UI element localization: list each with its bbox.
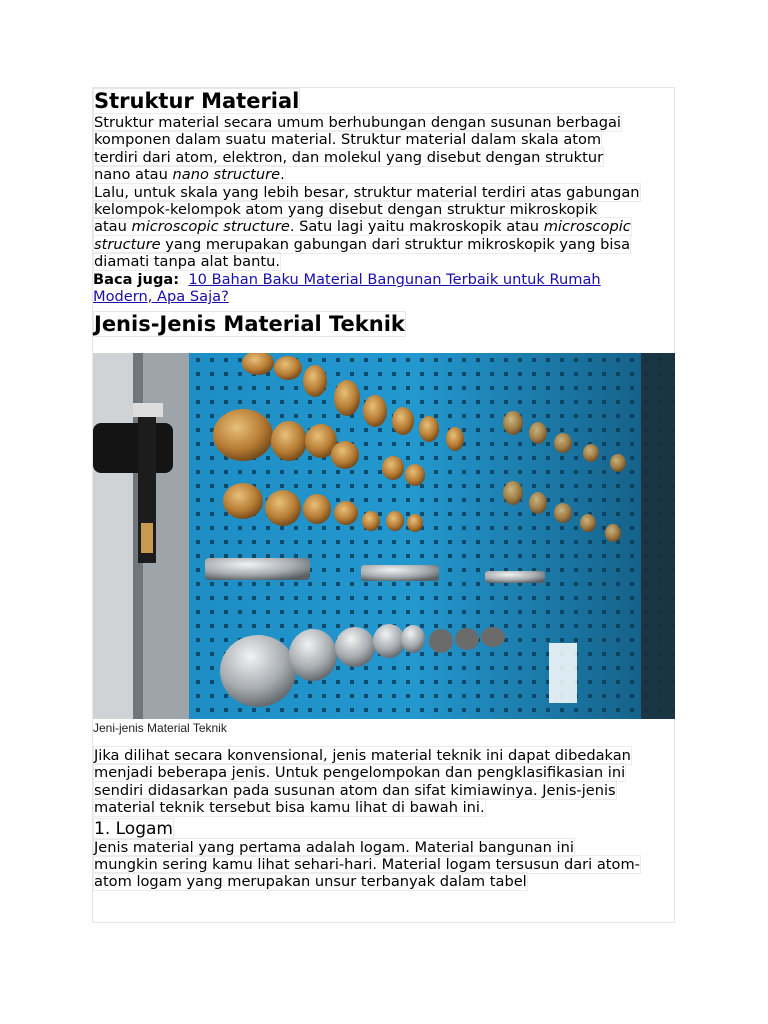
read-also-link-line2: Modern, Apa Saja? — [93, 288, 229, 306]
intro-line-4-suffix: . — [280, 166, 285, 184]
subheading-logam — [93, 819, 675, 839]
scale-line-3 — [93, 217, 632, 236]
intro-line-2: komponen dalam suatu material. Struktur material dalam skala atom — [94, 131, 602, 149]
image-caption: Jeni-jenis Material Teknik — [93, 721, 227, 735]
page-title — [93, 88, 675, 114]
pegboard-photo — [93, 353, 675, 719]
scale-line-1: Lalu, untuk skala yang lebih besar, struktur material terdiri atas gabungan — [94, 183, 640, 201]
types-line-2: menjadi beberapa jenis. Untuk pengelompokan dan pengklasifikasian ini — [94, 764, 626, 782]
logam-paragraph — [93, 839, 675, 891]
scale-line-4 — [93, 235, 631, 254]
logam-line-2: mungkin sering kamu lihat sehari-hari. Material logam tersusun dari atom- — [94, 856, 640, 874]
scale-line-3-mid: . Satu lagi yaitu makroskopik atau — [289, 218, 544, 236]
types-line-1: Jika dilihat secara konvensional, jenis material teknik ini dapat dibedakan — [94, 747, 631, 764]
intro-paragraph — [93, 114, 675, 184]
types-line-3: sendiri didasarkan pada susunan atom dan sifat kimiawinya. Jenis-jenis — [94, 781, 616, 799]
page-title-text: Struktur Material — [94, 89, 300, 113]
intro-line-1: Struktur material secara umum berhubungan dengan susunan berbagai — [94, 114, 621, 131]
article-bottom — [93, 747, 675, 891]
read-also — [93, 271, 675, 306]
types-line-4: material teknik tersebut bisa kamu lihat di bawah ini. — [94, 799, 485, 817]
scale-line-2: kelompok-kelompok atom yang disebut dengan struktur mikroskopik — [94, 201, 598, 219]
intro-line-4-prefix: nano atau — [94, 166, 173, 184]
logam-line-1: Jenis material yang pertama adalah logam. Material bangunan ini — [94, 838, 574, 856]
read-also-link-cont[interactable] — [93, 288, 229, 305]
scale-line-3-italic2: microscopic — [543, 218, 631, 236]
article-top — [93, 88, 675, 337]
section-heading-jenis-text: Jenis-Jenis Material Teknik — [94, 312, 405, 337]
read-also-link[interactable] — [188, 271, 600, 288]
scale-line-4-italic: structure — [94, 235, 161, 253]
section-heading-jenis — [93, 311, 675, 337]
scale-line-3-prefix: atau — [94, 218, 132, 236]
logam-line-3: atom logam yang merupakan unsur terbanyak dalam tabel — [94, 873, 527, 891]
read-also-label: Baca juga: — [93, 270, 180, 288]
read-also-link-line1: 10 Bahan Baku Material Bangunan Terbaik untuk Rumah — [188, 270, 601, 288]
scale-line-4-rest: yang merupakan gabungan dari struktur mikroskopik yang bisa — [160, 235, 631, 253]
intro-line-3: terdiri dari atom, elektron, dan molekul yang disebut dengan struktur — [94, 148, 604, 166]
intro-line-4 — [93, 165, 286, 184]
types-paragraph — [93, 747, 675, 817]
intro-line-4-italic: nano structure — [172, 166, 281, 184]
scale-paragraph — [93, 184, 675, 271]
scale-line-5: diamati tanpa alat bantu. — [94, 253, 280, 271]
subheading-logam-text: 1. Logam — [94, 818, 173, 839]
scale-line-3-italic: microscopic structure — [131, 218, 290, 236]
